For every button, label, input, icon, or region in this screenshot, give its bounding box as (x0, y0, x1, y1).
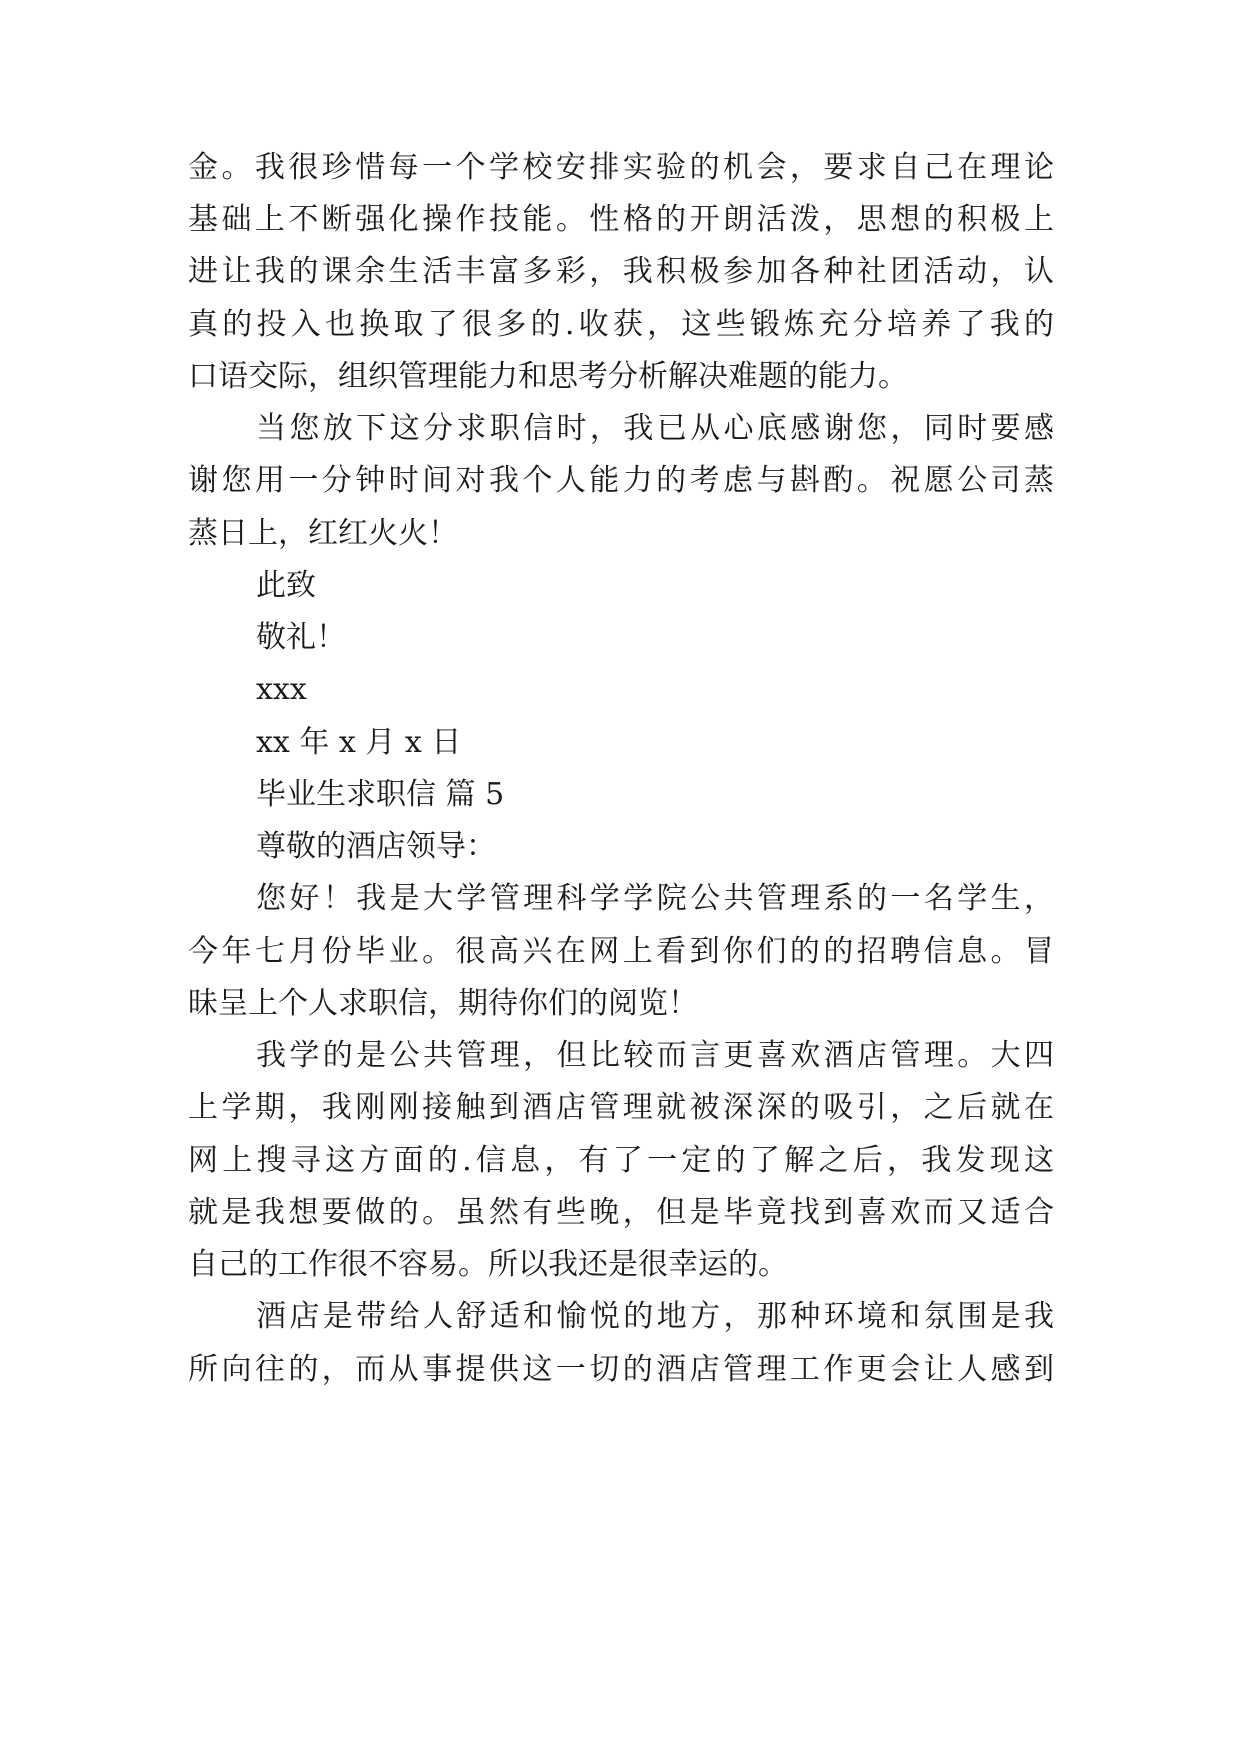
paragraph-first-line: 您好！我是大学管理科学学院公共管理系的一名学生， (256, 881, 1054, 916)
paragraph-line: 谢您用一分钟时间对我个人能力的考虑与斟酌。祝愿公司蒸 (188, 463, 1054, 498)
paragraph-line: 就是我想要做的。虽然有些晚，但是毕竟找到喜欢而又适合 (188, 1195, 1054, 1230)
signature-name: xxx (256, 672, 307, 707)
paragraph-line: 进让我的课余生活丰富多彩，我积极参加各种社团活动，认 (188, 254, 1054, 289)
greeting: 尊敬的酒店领导： (256, 829, 496, 864)
paragraph-line: 上学期，我刚刚接触到酒店管理就被深深的吸引，之后就在 (188, 1090, 1054, 1125)
closing-regards: 敬礼！ (256, 620, 346, 655)
paragraph-first-line: 酒店是带给人舒适和愉悦的地方，那种环境和氛围是我 (256, 1299, 1054, 1334)
paragraph-line: 所向往的，而从事提供这一切的酒店管理工作更会让人感到 (188, 1352, 1054, 1387)
paragraph-first-line: 我学的是公共管理，但比较而言更喜欢酒店管理。大四 (256, 1038, 1054, 1073)
paragraph-line: 自己的工作很不容易。所以我还是很幸运的。 (188, 1247, 788, 1282)
signature-date: xx 年 x 月 x 日 (256, 725, 462, 760)
paragraph-line: 昧呈上个人求职信，期待你们的阅览！ (188, 986, 698, 1021)
paragraph-line: 金。我很珍惜每一个学校安排实验的机会，要求自己在理论 (188, 150, 1054, 185)
paragraph-line: 口语交际，组织管理能力和思考分析解决难题的能力。 (188, 359, 908, 394)
paragraph-first-line: 当您放下这分求职信时，我已从心底感谢您，同时要感 (256, 411, 1054, 446)
paragraph-line: 基础上不断强化操作技能。性格的开朗活泼，思想的积极上 (188, 202, 1054, 237)
closing-salutation: 此致 (256, 568, 316, 603)
paragraph-line: 蒸日上，红红火火！ (188, 516, 458, 551)
section-heading: 毕业生求职信 篇 5 (256, 777, 505, 812)
paragraph-line: 真的投入也换取了很多的.收获，这些锻炼充分培养了我的 (188, 307, 1054, 342)
paragraph-line: 网上搜寻这方面的.信息，有了一定的了解之后，我发现这 (188, 1143, 1054, 1178)
paragraph-line: 今年七月份毕业。很高兴在网上看到你们的的招聘信息。冒 (188, 934, 1054, 969)
